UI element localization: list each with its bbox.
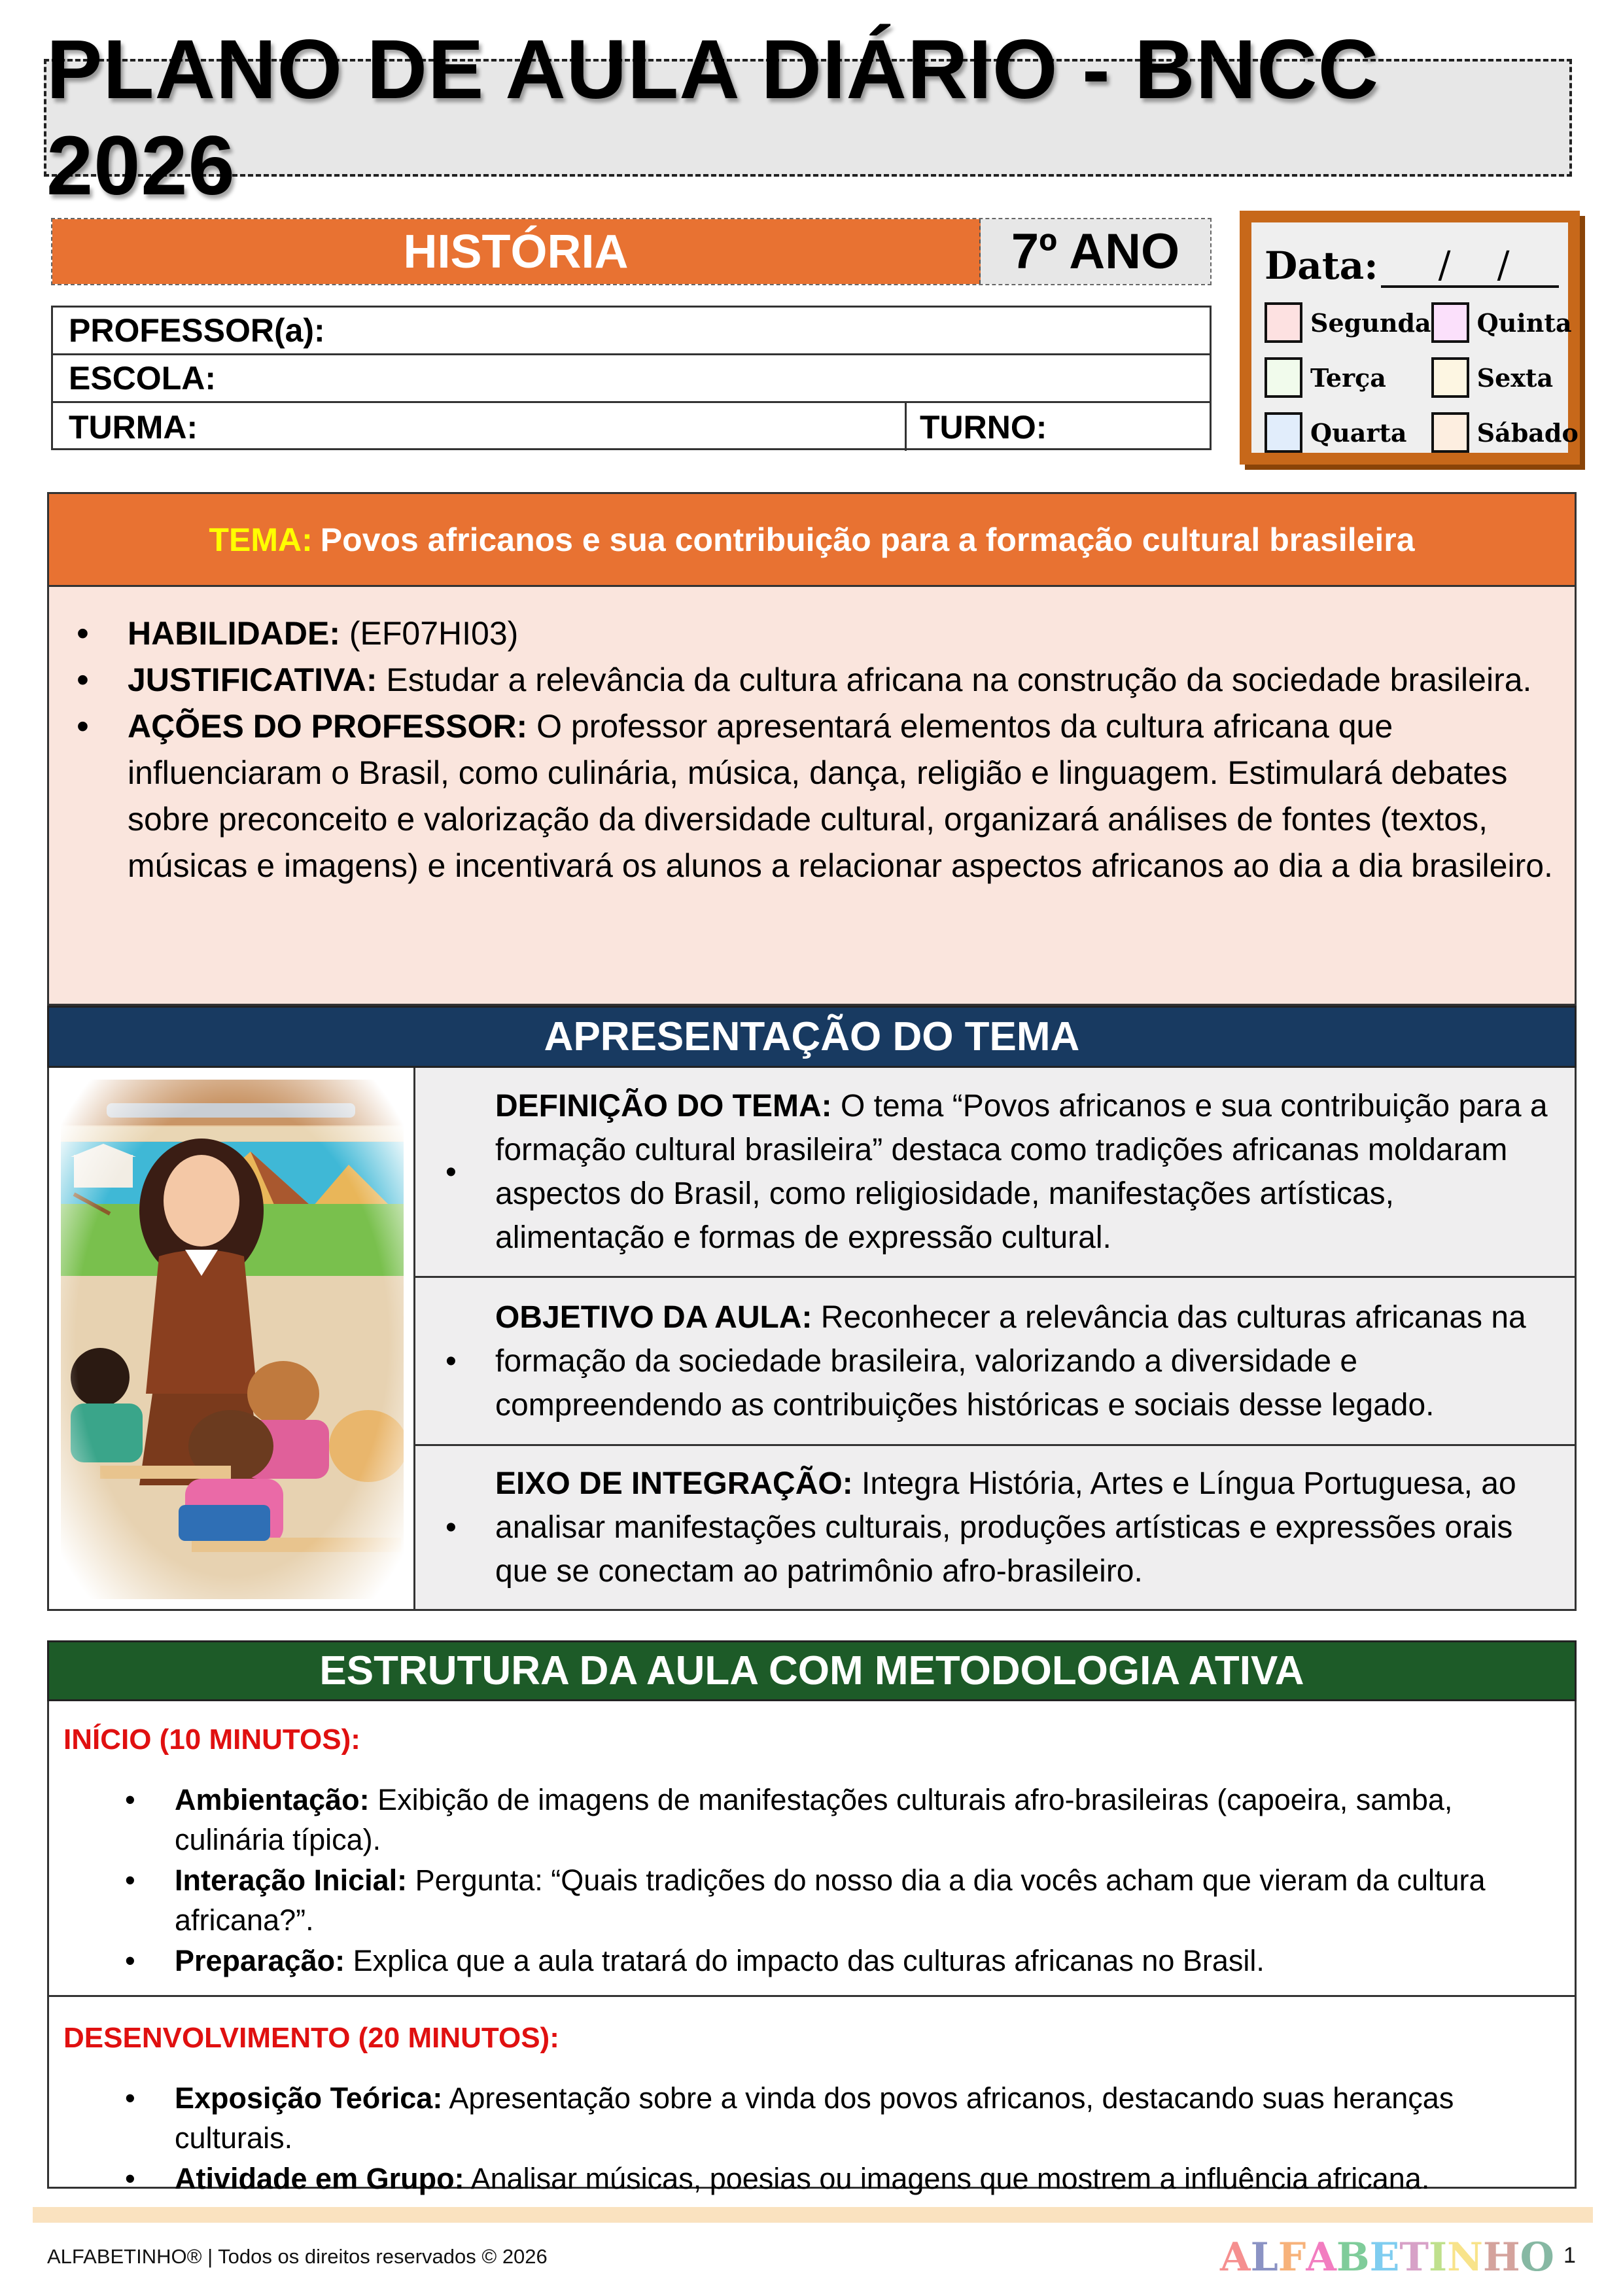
phase-inicio [47,1701,1577,1997]
phase-title: DESENVOLVIMENTO (20 MINUTOS): [63,2022,559,2054]
weekday-checkbox[interactable] [1431,357,1469,398]
weekday-option[interactable] [1431,412,1579,453]
apresentacao-body [47,1068,1577,1611]
skill-text: (EF07HI03) [349,615,519,652]
turno-field[interactable] [905,403,1047,451]
apresentacao-item-objetivo [415,1278,1575,1446]
document-title-box [44,23,1572,213]
skill-item-habilidade [128,610,1555,657]
weekday-label: Sexta [1476,362,1554,393]
turma-label: TURMA: [69,408,198,446]
logo-letter: H [1482,2234,1520,2280]
weekday-checklist [1265,302,1579,453]
professor-label: PROFESSOR(a): [69,312,325,349]
phase-item-text: Analisar músicas, poesias ou imagens que mostrem a influência africana. [470,2162,1430,2195]
weekday-label: Sábado [1476,417,1579,448]
weekday-option[interactable] [1265,302,1431,343]
logo-letter: A [1220,2234,1251,2280]
tema-label: TEMA: [209,521,313,558]
weekday-checkbox[interactable] [1265,302,1302,343]
weekday-checkbox[interactable] [1431,302,1469,343]
escola-label: ESCOLA: [69,360,216,397]
weekday-checkbox[interactable] [1265,412,1302,453]
document-title: PLANO DE AULA DIÁRIO - BNCC 2026 [46,23,1379,213]
phase-item-list [63,1780,1560,1981]
apresentacao-item-text: Integra História, Artes e Língua Portuguesa, ao analisar manifestações culturais, produções artísticas e expressões orais que se conectam ao patrimônio afro-brasileiro. [495,1466,1516,1589]
weekday-option[interactable] [1431,302,1579,343]
weekday-option[interactable] [1265,412,1431,453]
grade-label: 7º ANO [981,219,1210,284]
footer-copyright: ALFABETINHO® | Todos os direitos reservados © 2026 [47,2245,548,2268]
skill-label: AÇÕES DO PROFESSOR: [128,708,528,745]
logo-letter: L [1250,2234,1278,2280]
date-separator: / [1497,244,1510,287]
phase-item-text: Exibição de imagens de manifestações culturais afro-brasileiras (capoeira, samba, culinária típica). [175,1783,1453,1856]
phase-item [175,2078,1560,2158]
phase-item-text: Apresentação sobre a vinda dos povos africanos, destacando suas heranças culturais. [175,2081,1454,2155]
estrutura-header: ESTRUTURA DA AULA COM METODOLOGIA ATIVA [47,1640,1577,1701]
apresentacao-item-text: Reconhecer a relevância das culturas africanas na formação da sociedade brasileira, valorizando a diversidade e compreendendo as contribuições históricas e sociais desse legado. [495,1299,1526,1422]
phase-item [175,2159,1560,2199]
weekday-label: Quinta [1476,308,1572,338]
apresentacao-item-label: DEFINIÇÃO DO TEMA: [495,1089,832,1123]
skill-item-justificativa [128,657,1555,703]
skill-text: O professor apresentará elementos da cultura africana que influenciaram o Brasil, como culinária, música, dança, religião e linguagem. Estimulará debates sobre preconceito e valorização da diversidade cultural, organizará análises de fontes (textos, músicas e imagens) e incentivará os alunos a relacionar aspectos africanos ao dia a dia brasileiro. [128,708,1553,884]
phase-item-label: Exposição Teórica: [175,2081,443,2115]
tema-text: Povos africanos e sua contribuição para a formação cultural brasileira [320,521,1415,558]
classroom-illustration [49,1068,415,1609]
phase-item-text: Pergunta: “Quais tradições do nosso dia a dia vocês acham que vieram da cultura africana?”. [175,1863,1486,1937]
logo-letter: F [1278,2234,1306,2280]
weekday-option[interactable] [1265,357,1431,398]
phase-item [175,1941,1560,1981]
phase-item [175,1860,1560,1940]
apresentacao-item-label: OBJETIVO DA AULA: [495,1299,812,1335]
phase-item-list [63,2078,1560,2199]
phase-desenvolvimento [47,1997,1577,2195]
turno-label: TURNO: [920,408,1047,446]
professor-field[interactable] [53,308,1210,355]
skill-text: Estudar a relevância da cultura africana na construção da sociedade brasileira. [386,662,1532,698]
escola-field[interactable] [53,355,1210,403]
subject-bar [51,218,1212,285]
phase-item-label: Preparação: [175,1944,345,1977]
skill-label: JUSTIFICATIVA: [128,662,377,698]
logo-letter: T [1399,2234,1429,2280]
weekday-checkbox[interactable] [1265,357,1302,398]
date-box [1240,211,1580,465]
alfabetinho-logo [1220,2234,1554,2280]
bullet-icon: • [445,1510,457,1545]
bullet-icon: • [445,1154,457,1190]
phase-item-label: Interação Inicial: [175,1863,408,1897]
page-number: 1 [1563,2243,1576,2268]
weekday-checkbox[interactable] [1431,412,1469,453]
logo-letter: I [1429,2234,1448,2280]
phase-title: INÍCIO (10 MINUTOS): [63,1723,360,1756]
apresentacao-header: APRESENTAÇÃO DO TEMA [47,1006,1577,1068]
turma-field[interactable] [53,403,1210,451]
bullet-icon: • [445,1343,457,1379]
apresentacao-item-definicao [415,1068,1575,1278]
skills-list [47,587,1577,1006]
phase-item-label: Atividade em Grupo: [175,2162,464,2195]
info-table [51,306,1212,450]
subject-label: HISTÓRIA [52,219,981,284]
logo-letter: O [1520,2234,1554,2280]
teacher-illustration-icon [61,1080,404,1599]
apresentacao-item-text: O tema “Povos africanos e sua contribuição para a formação cultural brasileira” destaca como tradições africanas moldaram aspectos do Brasil, como religiosidade, manifestações artísticas, alimentação e formas de expressão cultural. [495,1089,1548,1255]
phase-item [175,1780,1560,1860]
weekday-option[interactable] [1431,357,1579,398]
tema-header [47,492,1577,587]
weekday-label: Segunda [1310,308,1431,338]
skill-label: HABILIDADE: [128,615,340,652]
apresentacao-item-eixo [415,1446,1575,1609]
phase-item-label: Ambientação: [175,1783,370,1816]
logo-letter: B [1336,2234,1370,2280]
weekday-label: Terça [1310,362,1386,393]
logo-letter: N [1447,2234,1483,2280]
date-input[interactable] [1381,244,1559,288]
date-label: Data: [1265,243,1378,288]
footer-band [33,2207,1593,2223]
logo-letter: A [1306,2234,1336,2280]
date-separator: / [1438,244,1451,287]
phase-item-text: Explica que a aula tratará do impacto das culturas africanas no Brasil. [353,1944,1265,1977]
weekday-label: Quarta [1310,417,1407,448]
logo-letter: E [1369,2234,1400,2280]
apresentacao-item-label: EIXO DE INTEGRAÇÃO: [495,1466,853,1501]
skill-item-acoes [128,703,1555,889]
